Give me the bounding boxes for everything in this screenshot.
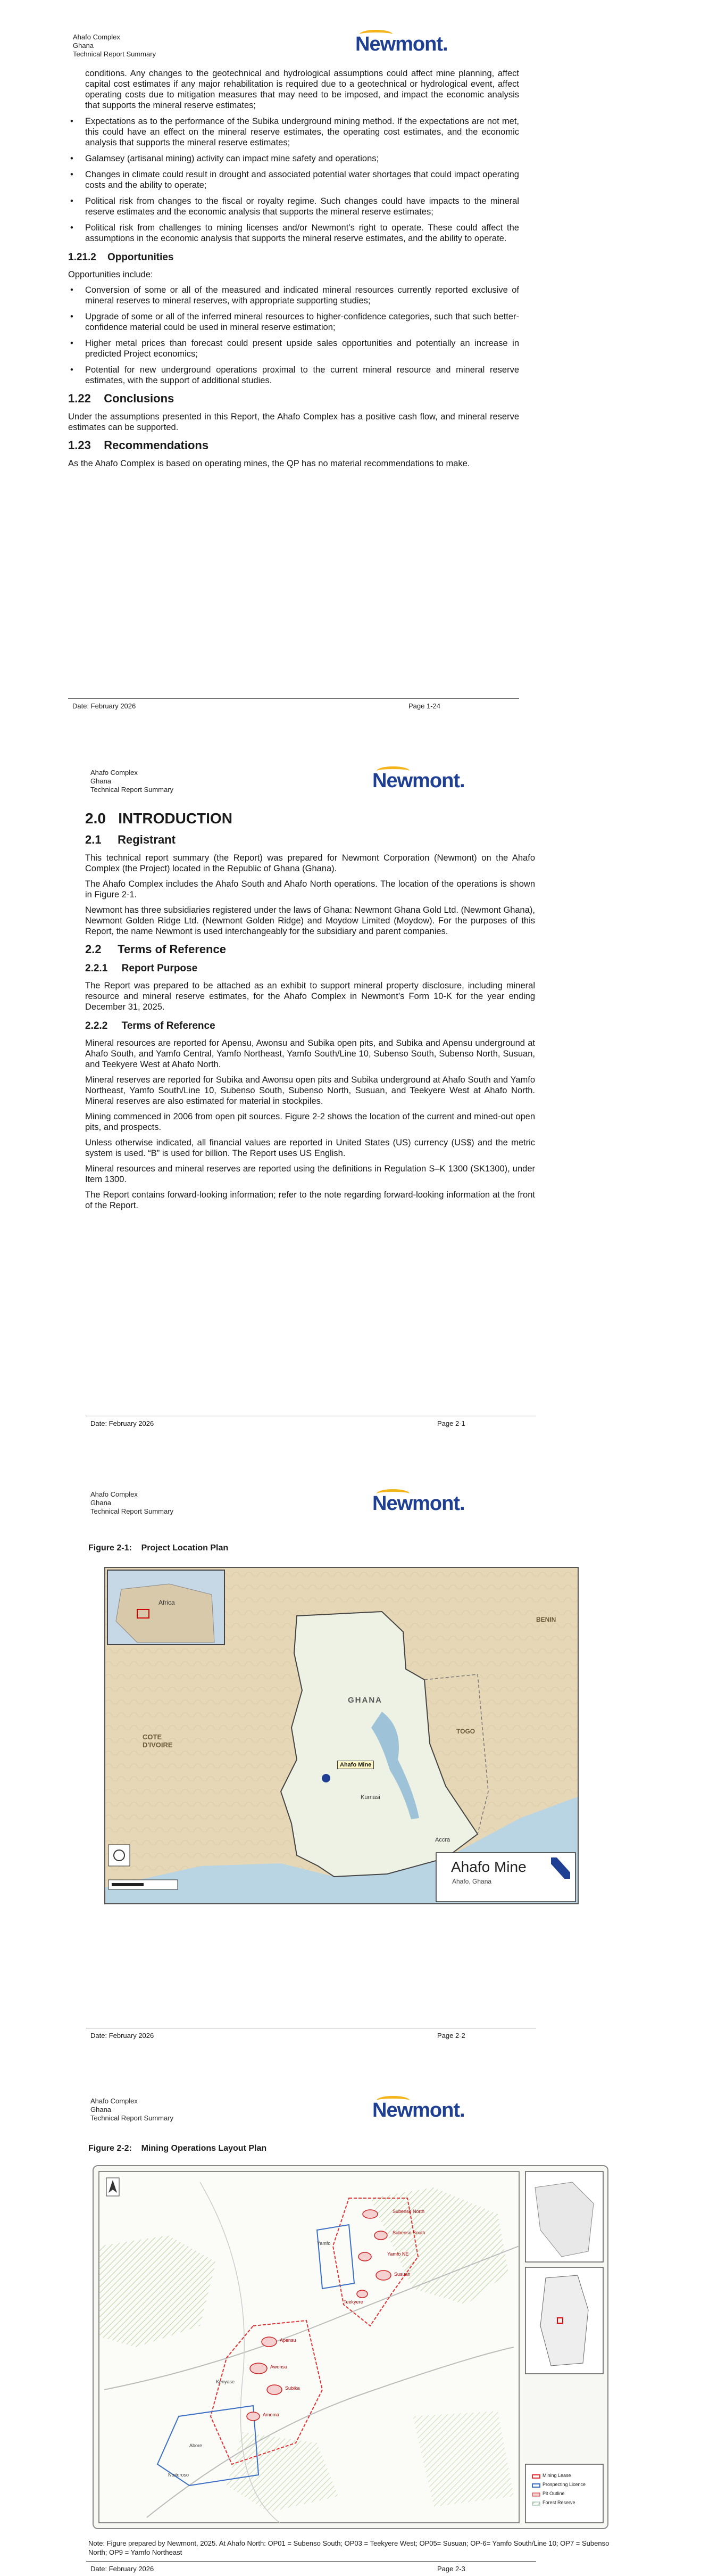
place-label: Ntotoroso [168,2472,189,2478]
legend-title: Ahafo Mine [451,1859,527,1875]
page-body [68,68,519,474]
label-africa: Africa [158,1599,175,1606]
paragraph: As the Ahafo Complex is based on operating mines, the QP has no material recommendations to make. [68,459,470,468]
paragraph: The Report was prepared to be attached as an exhibit to support mineral property disclosure, including mineral resource and mineral reserve estimates, for the Ahafo Complex in Newmont’s Form 10-K for the year ending December 31, 2025. [85,981,535,1012]
header-report-type: Technical Report Summary [90,1507,174,1515]
pit-label: Yamfo NE [387,2251,409,2257]
newmont-logo: Newmont. [372,2099,465,2122]
paragraph: This technical report summary (the Report) was prepared for Newmont Corporation (Newmont) on the Ahafo Complex (the Project) located in the Republic of Ghana (Ghana). [85,853,535,873]
list-item: • Potential for new underground operations proximal to the current mineral resource and mineral reserve estimates, with the support of additional studies. [68,365,519,386]
page-footer [86,2561,536,2573]
paragraph: The Ahafo Complex includes the Ahafo South and Ahafo North operations. The location of the operations is shown in Figure 2-1. [85,879,535,899]
header-project: Ahafo Complex [90,769,138,777]
list-item: • Political risk from challenges to mining licenses and/or Newmont’s right to operate. These could affect the assumptions in the economic analysis that supports the mineral reserve estimates, and the ability to operate. [68,222,519,244]
logo-swoosh-icon [377,1489,410,1498]
page-footer [86,2028,536,2040]
pit-label: Subenso North [393,2209,425,2214]
header-report-type: Technical Report Summary [90,786,174,794]
newmont-logo: Newmont. [372,1492,465,1515]
newmont-logo: Newmont. [355,33,448,56]
opportunities-list [68,285,519,386]
legend-subtitle: Ahafo, Ghana [452,1878,492,1885]
page-body [85,810,535,1216]
header-project: Ahafo Complex [73,33,120,41]
header-country: Ghana [73,42,94,49]
page-2-1 [0,756,726,1448]
list-item: conditions. Any changes to the geotechnical and hydrological assumptions could affect mine planning, affect capital cost estimates if any major rehabilitation is required due to a geotechnical or hydrological event, affect operating costs due to mitigation measures that may need to be imposed, and impact the economic analysis that supports the mineral reserve estimates; [85,69,519,110]
place-label: Yamfo [317,2241,331,2246]
subsection-heading-terms-of-reference: 2.2.2 Terms of Reference [85,1020,215,1031]
paragraph: Mineral resources and mineral reserves are reported using the definitions in Regulation S–K 1300 (SK1300), under Item 1300. [85,1164,535,1184]
logo-swoosh-icon [377,766,410,775]
section-heading-registrant: 2.1 Registrant [85,833,176,846]
list-item: • Higher metal prices than forecast could present upside sales opportunities and potentially an increase in predicted Project economics; [68,338,519,359]
paragraph: Mining commenced in 2006 from open pit sources. Figure 2-2 shows the location of the current and mined-out open pits, and prospects. [85,1112,535,1132]
figure-note: Note: Figure prepared by Newmont, 2025. At Ahafo North: OP01 = Subenso South; OP03 = Teekyere West; OP05= Susuan; OP-6= Yamfo South/Line 10; OP7 = Subenso North; OP9 = Yamfo Northeast [88,2539,610,2556]
pit-label: Susuan [394,2272,411,2277]
paragraph: Under the assumptions presented in this Report, the Ahafo Complex has a positive cash flow, and mineral reserve estimates can be supported. [68,412,519,432]
mining-operations-layout-map [93,2165,608,2529]
label-benin: BENIN [536,1616,556,1623]
paragraph: Unless otherwise indicated, all financial values are reported in United States (US) currency (US$) and the metric system is used. “B” is used for billion. The Report uses US English. [85,1138,535,1158]
logo-swoosh-icon [360,30,393,39]
label-accra: Accra [435,1837,450,1843]
pit-label: Subenso South [393,2230,425,2235]
mine-callout: Ahafo Mine [337,1761,374,1769]
logo-swoosh-icon [377,2096,410,2105]
footer-page-number: Page 1-24 [408,702,440,710]
list-item: • Political risk from changes to the fiscal or royalty regime. Such changes could have impacts to the mineral reserve estimates and the economic analysis that supports the mineral reserve estimates; [68,196,519,217]
pit-label: Apensu [280,2338,296,2343]
section-heading-conclusions: 1.22 Conclusions [68,392,174,405]
page-2-2 [0,1490,726,2060]
footer-date: Date: February 2026 [90,2032,154,2040]
footer-page-number: Page 2-2 [437,2032,465,2040]
paragraph: Opportunities include: [68,270,153,279]
header-country: Ghana [90,2106,112,2113]
project-location-map [104,1567,579,1904]
pit-label: Awonsu [270,2364,287,2369]
footer-date: Date: February 2026 [90,2565,154,2573]
figure-caption: Figure 2-1: Project Location Plan [88,1543,229,1553]
list-item: • Changes in climate could result in drought and associated potential water shortages that could impact operating costs and the ability to operate; [68,169,519,191]
section-heading-recommendations: 1.23 Recommendations [68,439,209,452]
legend-entry: Prospecting Licence [543,2482,586,2487]
list-item: • Upgrade of some or all of the inferred mineral resources to higher-confidence categories, such that such better-confidence material could be used in mineral reserve estimation; [68,311,519,333]
page-header [90,2097,173,2123]
footer-page-number: Page 2-3 [437,2565,465,2573]
place-label: Abore [189,2443,203,2448]
paragraph: Newmont has three subsidiaries registered under the laws of Ghana: Newmont Ghana Gold Ltd. (Newmont Ghana), Newmont Golden Ridge Ltd. (Newmont Golden Ridge) and Moydow Limited (Moydow). For the purposes of this Report, the name Newmont is used interchangeably for the subsidiary and parent companies. [85,905,535,936]
mine-location-marker [322,1774,330,1782]
legend-entry: Forest Reserve [543,2500,575,2505]
newmont-logo: Newmont. [372,770,465,792]
legend-entry: Mining Lease [543,2473,571,2478]
header-country: Ghana [90,777,112,785]
page-1-24 [0,0,726,719]
label-togo: TOGO [456,1728,475,1735]
subsection-heading-report-purpose: 2.2.1 Report Purpose [85,963,198,974]
figure-caption: Figure 2-2: Mining Operations Layout Plan [88,2144,267,2153]
pit-label: Amoma [263,2412,280,2417]
page-footer [68,698,519,710]
footer-date: Date: February 2026 [72,702,136,710]
risk-bullet-list [68,68,519,244]
paragraph: Mineral reserves are reported for Subika and Awonsu open pits and Subika underground at Ahafo South and Yamfo Northeast, Yamfo South/Line 10, Subenso South, Subenso North, Susuan, and Teekyere West at Ahafo North. Mineral reserves are also estimated for material in stockpiles. [85,1075,535,1106]
section-heading-terms-of-reference: 2.2 Terms of Reference [85,943,226,956]
label-ghana: GHANA [348,1696,382,1705]
footer-page-number: Page 2-1 [437,1419,465,1427]
page-header [73,33,156,59]
header-report-type: Technical Report Summary [90,2114,174,2122]
pit-label: Subika [285,2385,300,2391]
section-heading-opportunities: 1.21.2 Opportunities [68,252,174,263]
paragraph: The Report contains forward-looking information; refer to the note regarding forward-looking information at the front of the Report. [85,1190,535,1210]
label-cote-divoire: COTE D'IVOIRE [143,1733,173,1749]
pit-label: Teekyere [344,2299,363,2305]
header-report-type: Technical Report Summary [73,50,156,58]
legend-entry: Pit Outline [543,2491,565,2496]
footer-date: Date: February 2026 [90,1419,154,1427]
header-project: Ahafo Complex [90,1490,138,1498]
page-header [90,769,173,794]
page-header [90,1490,173,1516]
page-2-3 [0,2097,726,2576]
chapter-heading: 2.0 INTRODUCTION [85,810,232,827]
location-map-svg [105,1568,578,1903]
list-item: • Conversion of some or all of the measured and indicated mineral resources currently reported exclusive of mineral reserves to mineral reserves, with appropriate supporting studies; [68,285,519,306]
paragraph: Mineral resources are reported for Apensu, Awonsu and Subika open pits, and Subika and Apensu underground at Ahafo South, and Yamfo Central, Yamfo Northeast, Yamfo South/Line 10, Subenso South, Subenso North, Susuan, and Teekyere West at Ahafo North. [85,1038,535,1069]
header-project: Ahafo Complex [90,2097,138,2105]
label-kumasi: Kumasi [361,1794,380,1801]
list-item: • Expectations as to the performance of the Subika underground mining method. If the expectations are not met, this could have an effect on the mineral reserve estimates, the operating cost estimates, and the economic analysis that supports the mineral reserve estimates; [68,116,519,148]
list-item: • Galamsey (artisanal mining) activity can impact mine safety and operations; [68,153,519,164]
header-country: Ghana [90,1499,112,1507]
place-label: Kenyase [216,2379,235,2384]
page-footer [86,1416,536,1427]
